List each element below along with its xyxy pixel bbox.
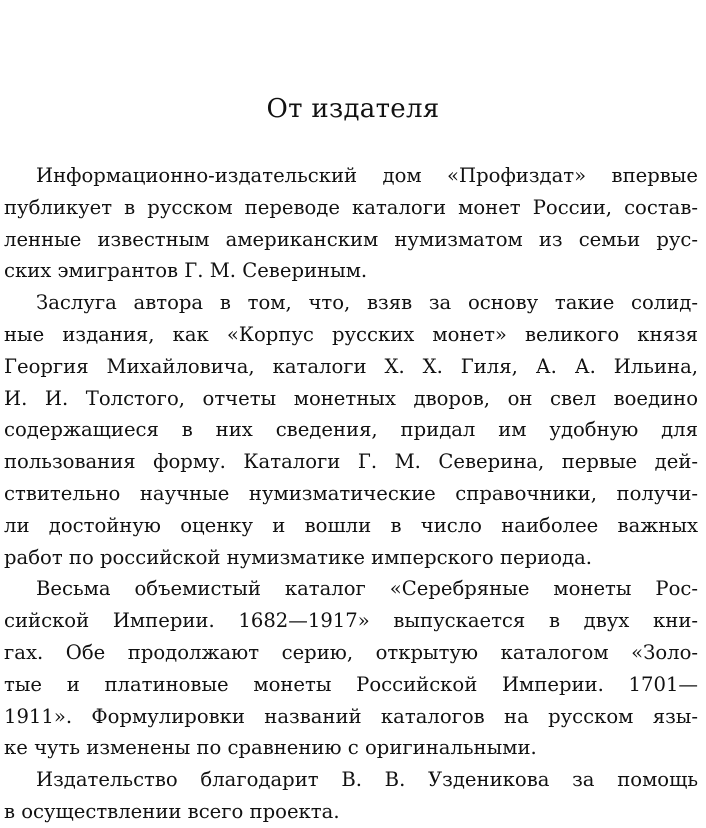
text-line: Издательство благодарит В. В. Узденикова за помощь: [36, 768, 698, 792]
text-line: публикует в русском переводе каталоги монет России, состав-: [4, 195, 698, 219]
text-line: в осуществлении всего проекта.: [4, 799, 340, 823]
text-line: ленные известным американским нумизматом из семьи рус-: [4, 227, 698, 251]
text-line: сийской Империи. 1682—1917» выпускается в двух кни-: [4, 609, 698, 633]
paragraph-2: [0, 287, 706, 573]
text-line: содержащиеся в них сведения, придал им удобную для: [4, 418, 698, 442]
text-line: ствительно научные нумизматические справочники, получи-: [4, 481, 698, 505]
text-line: ке чуть изменены по сравнению с оригинальными.: [4, 736, 537, 760]
paragraph-1: [0, 160, 706, 287]
text-line: И. И. Толстого, отчеты монетных дворов, он свел воедино: [4, 386, 698, 410]
body-text: [0, 160, 706, 828]
text-line: 1911». Формулировки названий каталогов на русском язы-: [4, 704, 698, 728]
paragraph-4: [0, 764, 706, 828]
text-line: работ по российской нумизматике имперского периода.: [4, 545, 592, 569]
text-line: тые и платиновые монеты Российской Империи. 1701—: [4, 672, 698, 696]
paragraph-3: [0, 573, 706, 764]
text-line: ли достойную оценку и вошли в число наиболее важных: [4, 513, 698, 537]
text-line: ные издания, как «Корпус русских монет» великого князя: [4, 322, 698, 346]
text-line: Весьма объемистый каталог «Серебряные монеты Рос-: [36, 577, 698, 601]
text-line: Георгия Михайловича, каталоги Х. Х. Гиля, А. А. Ильина,: [4, 354, 698, 378]
text-line: гах. Обе продолжают серию, открытую каталогом «Золо-: [4, 640, 698, 664]
text-line: ских эмигрантов Г. М. Севериным.: [4, 259, 368, 283]
text-line: Информационно-издательский дом «Профиздат» впервые: [36, 164, 698, 187]
text-line: пользования форму. Каталоги Г. М. Северина, первые дей-: [4, 450, 698, 474]
page-title: От издателя: [266, 94, 440, 124]
text-line: Заслуга автора в том, что, взяв за основу такие солид-: [36, 291, 698, 315]
